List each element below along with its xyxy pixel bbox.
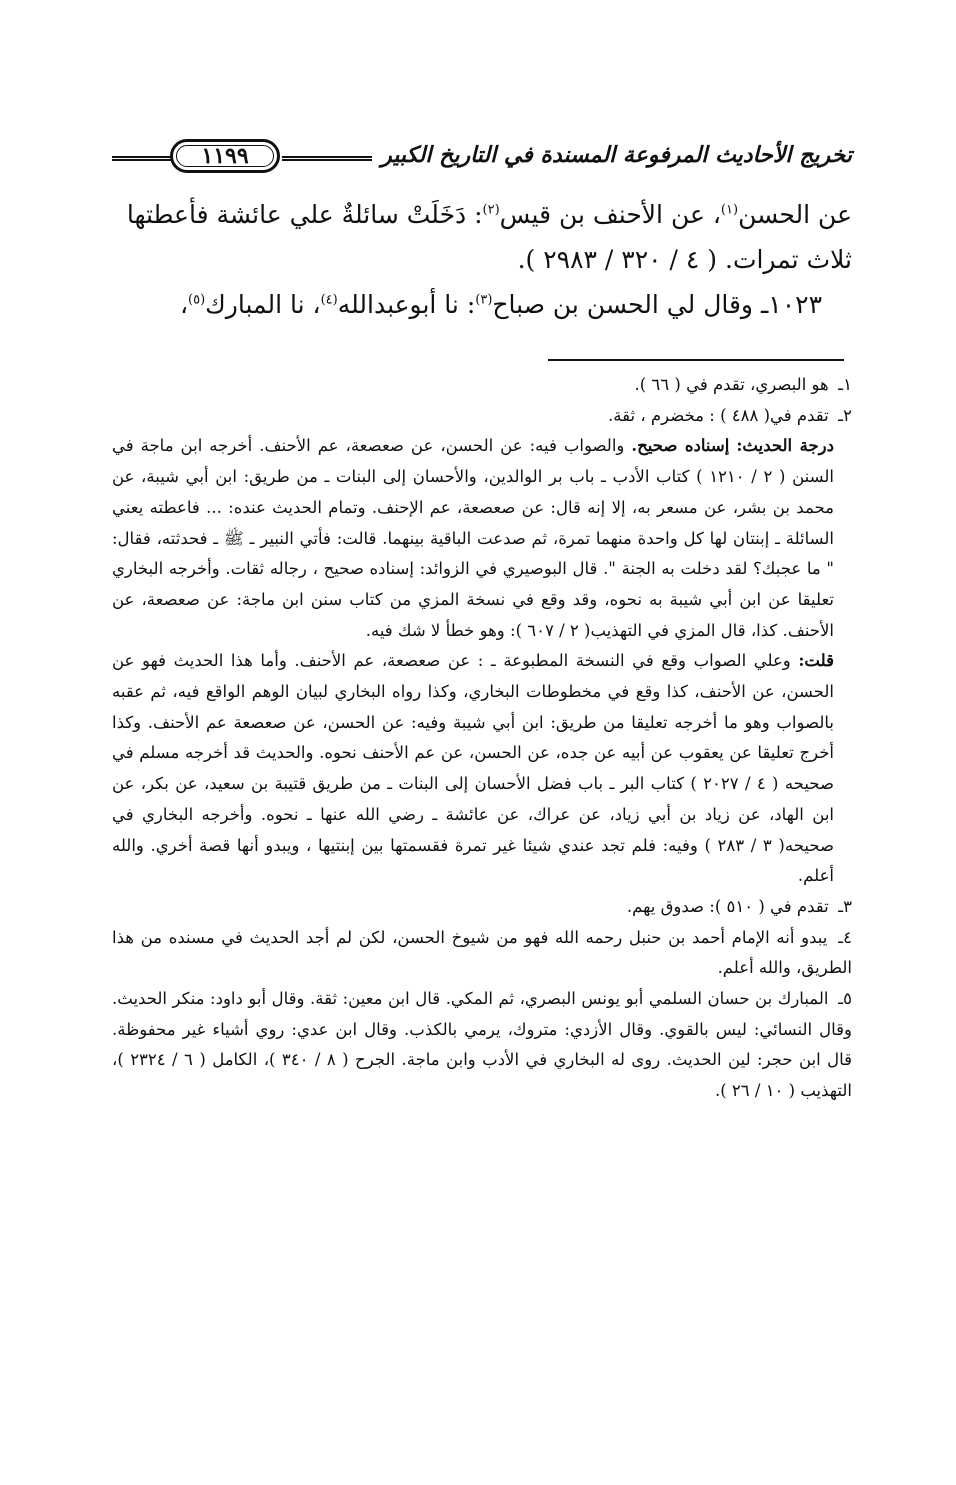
hadith-grade [112, 431, 852, 646]
text-span: ١٠٢٣ـ وقال لي الحسن بن صباح [492, 290, 822, 319]
footnote-number: ٤ـ [838, 927, 852, 947]
footnote-number: ٢ـ [838, 405, 852, 425]
main-line-2: ثلاث تمرات. ( ٤ / ٣٢٠ / ٢٩٨٣ ). [517, 245, 852, 274]
text-span: : دَخَلَتْ سائلةٌ علي عائشة فأعطتها [126, 200, 483, 229]
grade-label: درجة الحديث: [736, 436, 834, 456]
text-span: عن الحسن [738, 200, 852, 229]
main-line-1 [112, 192, 852, 237]
footnote-3 [112, 892, 852, 923]
footnote-text: هو البصري، تقدم في ( ٦٦ ). [634, 375, 829, 394]
footnote-2 [112, 401, 852, 432]
footnote-1 [112, 370, 852, 401]
author-comment [112, 646, 852, 892]
footnote-text: تقدم في ( ٥١٠ ): صدوق يهم. [626, 896, 829, 916]
footnote-number: ٥ـ [838, 989, 852, 1009]
comment-text: وعلي الصواب وقع في النسخة المطبوعة ـ : عن صعصعة، عم الأحنف. وأما هذا الحديث فهو عن الحسن، عن الأحنف، كذا وقع في مخطوطات البخاري، وكذا رواه البخاري لبيان الوهم الواقع فيه، ثم عقبه بالصواب وهو ما أخرجه تعليقا من طريق: ابن أبي شيبة وفيه: عن الحسن، عن صعصعة عم الأحنف. وكذا أخرج تعليقا عن يعقوب عن أبيه عن جده، عن الحسن، عن عم الأحنف نحوه. والحديث قد أخرجه مسلم في صحيحه ( ٤ / ٢٠٢٧ ) كتاب البر ـ باب فضل الأحسان إلى البنات ـ من طريق قتيبة بن سعيد، عن بكر، عن ابن الهاد، عن زياد بن أبي زياد، عن عراك، عن عائشة ـ رضي الله عنها ـ نحوه. وأخرجه البخاري في صحيحه( ٣ / ٢٨٣ ) وفيه: فلم تجد عندي شيئا غير تمرة فقسمتها بين إبنتيها ، ويبدو أنها قصة أخري. والله أعلم. [112, 651, 834, 886]
text-span: : نا أبوعبدالله [337, 290, 476, 319]
footnote-ref-3: (٣) [475, 292, 493, 308]
footnote-ref-1: (١) [720, 202, 739, 218]
text-span: ، نا المبارك [205, 290, 321, 319]
footnote-text: يبدو أنه الإمام أحمد بن حنبل رحمه الله فهو من شيوخ الحسن، لكن لم أجد الحديث في مسنده من هذا الطريق، والله أعلم. [112, 927, 852, 978]
page-number: ١١٩٩ [201, 143, 249, 169]
header-rule-right [282, 156, 372, 161]
footnote-separator [548, 359, 844, 361]
footnote-number: ٣ـ [838, 896, 852, 916]
grade-text: والصواب فيه: عن الحسن، عن صعصعة، عم الأحنف. أخرجه ابن ماجة في السنن ( ٢ / ١٢١٠ ) كتاب الأدب ـ باب بر الوالدين، والأحسان إلى البنات ـ من طريق: ابن أبي شيبة، عن محمد بن بشر، عن مسعر به، إلا إنه قال: عن صعصعة، عم الإحنف. وتمام الحديث عنده: ... فاعطته يعني السائلة ـ إبنتان لها كل واحدة منهما تمرة، ثم صدعت الباقية بينهما. قالت: فأتي النبير ـ ﷺ ـ فحدثته، فقال: " ما عجبك؟ لقد دخلت به الجنة ". قال البوصيري في الزوائد: إسناده صحيح ، رجاله ثقات. وأخرجه البخاري تعليقا عن ابن أبي شيبة به نحوه، وقد وقع في نسخة المزي من كتاب سنن ابن ماجة: عن صعصعة، عن الأحنف. كذا، قال المزي في التهذيب( ٢ / ٦٠٧ ): وهو خطأ لا شك فيه. [112, 436, 834, 640]
footnote-text: المبارك بن حسان السلمي أبو يونس البصري، ثم المكي. قال ابن معين: ثقة. وقال أبو داود: منكر الحديث. وقال النسائي: ليس بالقوي. وقال الأزدي: متروك، يرمي بالكذب. وقال ابن عدي: روي أشياء غير محفوظة. قال ابن حجر: لين الحديث. روى له البخاري في الأدب وابن ماجة. الجرح ( ٨ / ٣٤٠ )، الكامل ( ٦ / ٢٣٢٤ )، التهذيب ( ١٠ / ٢٦ ). [112, 989, 852, 1101]
footnote-ref-5: (٥) [188, 292, 206, 308]
footnote-ref-4: (٤) [320, 292, 338, 308]
header-title: تخريج الأحاديث المرفوعة المسندة في التاريخ الكبير [381, 142, 852, 168]
header-rule-left [112, 156, 172, 161]
main-text [112, 192, 852, 327]
footnote-4 [112, 923, 852, 984]
grade-value: إسناده صحيح. [631, 436, 730, 456]
footnotes [112, 370, 852, 1107]
page-number-badge [170, 139, 280, 173]
footnote-ref-2: (٢) [482, 202, 500, 218]
footnote-text: تقدم في( ٤٨٨ ) : مخضرم ، ثقة. [608, 405, 829, 425]
footnote-5 [112, 984, 852, 1107]
running-header [112, 136, 852, 180]
text-span: ، عن الأحنف بن قيس [499, 200, 721, 229]
main-line-3 [112, 282, 852, 327]
comment-label: قلت: [798, 651, 834, 671]
footnote-number: ١ـ [838, 375, 852, 394]
text-span: ، [179, 290, 189, 319]
